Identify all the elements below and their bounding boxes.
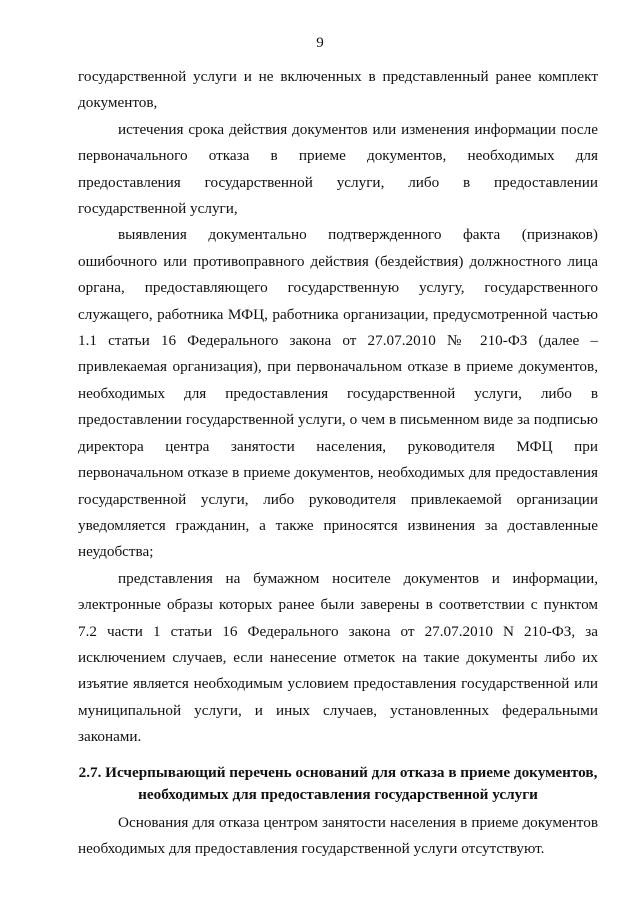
- paragraph-expiry: истечения срока действия документов или изменения информации после первоначального отказа в приеме документов, необходимых для предоставления государственной услуги, либо в предоставлении государственной услуги,: [78, 120, 598, 218]
- section-heading: 2.7. Исчерпывающий перечень оснований для отказа в приеме документов, необходимых для предоставления государственной услуги: [78, 764, 598, 803]
- page-number: 9: [316, 35, 324, 51]
- document-body: [78, 64, 598, 751]
- paragraph-continuation: государственной услуги и не включенных в представленный ранее комплект документов,: [78, 68, 598, 112]
- paragraph-detection: выявления документально подтвержденного факта (признаков) ошибочного или противоправного действия (бездействия) должностного лица органа, предоставляющего государственную услугу, государственного служащего, работника МФЦ, работника организации, предусмотренной частью 1.1 статьи 16 Федерального закона от 27.07.2010 № 210-ФЗ (далее – привлекаемая организация), при первоначальном отказе в приеме документов, необходимых для предоставления государственной услуги, либо в предоставлении государственной услуги, о чем в письменном виде за подписью директора центра занятости населения, руководителя МФЦ при первоначальном отказе в приеме документов, необходимых для предоставления государственной услуги, либо руководителя привлекаемой организации уведомляется гражданин, а также приносятся извинения за доставленные неудобства;: [78, 226, 598, 561]
- section-paragraph: Основания для отказа центром занятости населения в приеме документов необходимых для предоставления государственной услуги отсутствуют.: [78, 814, 598, 858]
- section-body: [78, 810, 598, 863]
- paragraph-paper-submission: представления на бумажном носителе документов и информации, электронные образы которых ранее были заверены в соответствии с пунктом 7.2 части 1 статьи 16 Федерального закона от 27.07.2010 N 210-ФЗ, за исключением случаев, если нанесение отметок на такие документы либо их изъятие является необходимым условием предоставления государственной или муниципальной услуги, и иных случаев, установленных федеральными законами.: [78, 569, 598, 746]
